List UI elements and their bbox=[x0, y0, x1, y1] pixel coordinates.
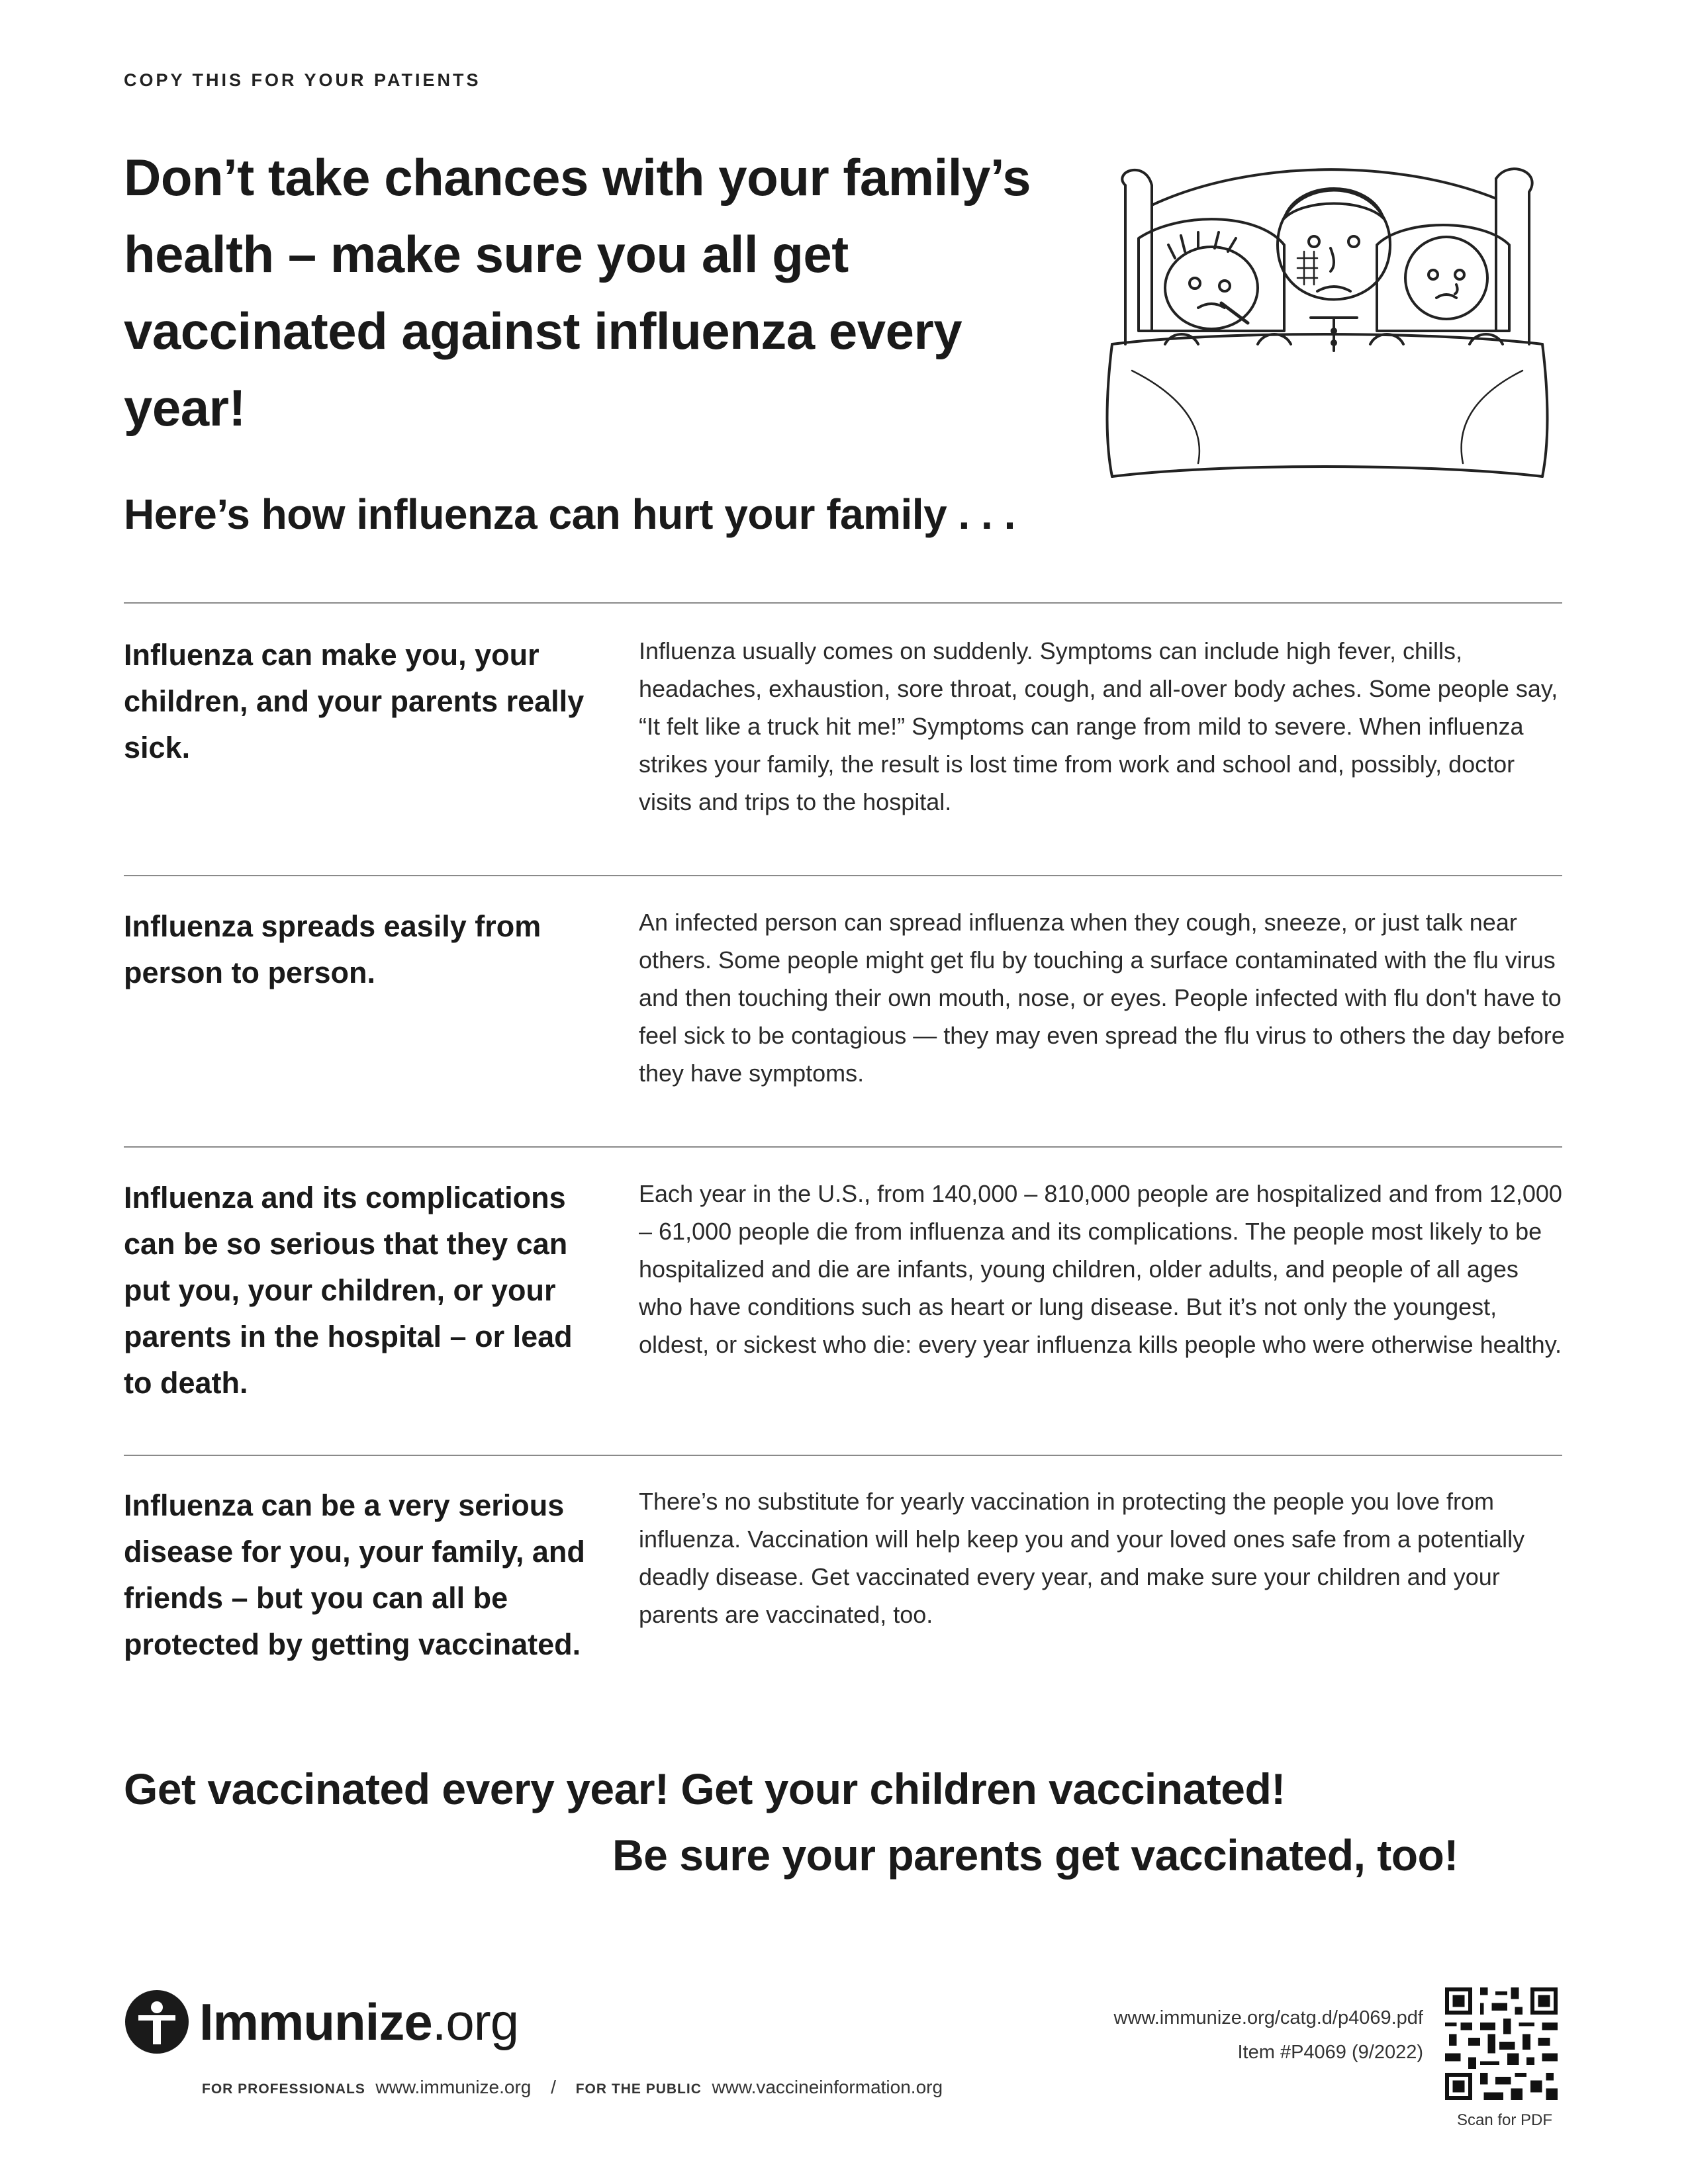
divider bbox=[124, 602, 1562, 604]
logo-wordmark bbox=[199, 1992, 518, 2052]
scan-label: Scan for PDF bbox=[1456, 2111, 1553, 2129]
row-lead: Influenza and its complications can be so serious that they can put you, your children, or your parents in the hospital – or lead to death. bbox=[124, 1181, 573, 1400]
logo-suffix: .org bbox=[432, 1992, 519, 2051]
qr-code-icon[interactable] bbox=[1445, 1987, 1558, 2100]
pdf-link[interactable]: www.immunize.org/catg.d/p4069.pdf bbox=[1113, 2007, 1423, 2028]
footer-links bbox=[202, 2077, 943, 2098]
divider bbox=[124, 1146, 1562, 1148]
row-body: Influenza usually comes on suddenly. Symptoms can include high fever, chills, headaches, exhaustion, sore throat, cough, and all-over body aches. Some people say, “It felt like a truck hit me!” Symptoms can range from mild to severe. When influenza strikes your family, the result is lost time from work and school and, possibly, doctor visits and trips to the hospital. bbox=[639, 637, 1558, 815]
row-lead: Influenza spreads easily from person to person. bbox=[124, 909, 541, 989]
row-body: An infected person can spread influenza when they cough, sneeze, or just talk near others. Some people might get flu by touching a surface contaminated with the flu virus and then touching their own mouth, nose, or eyes. People infected with flu don't have to feel sick to be contagious — they may even spread the flu virus to others the day before they have symptoms. bbox=[639, 909, 1565, 1087]
professionals-link[interactable]: www.immunize.org bbox=[375, 2077, 532, 2097]
footer-separator: / bbox=[551, 2077, 556, 2097]
public-label: FOR THE PUBLIC bbox=[575, 2081, 702, 2097]
row-lead: Influenza can make you, your children, and your parents really sick. bbox=[124, 638, 585, 764]
section-subhead: Here’s how influenza can hurt your family . . . bbox=[124, 490, 1015, 538]
closing-line-1: Get vaccinated every year! Get your children vaccinated! bbox=[124, 1764, 1286, 1813]
page-title: Don’t take chances with your family’s health – make sure you all get vaccinated against influenza every year! bbox=[124, 148, 1031, 437]
divider bbox=[124, 875, 1562, 876]
closing-line-2: Be sure your parents get vaccinated, too! bbox=[612, 1831, 1458, 1880]
logo-main: Immunize bbox=[199, 1992, 432, 2051]
item-number: Item #P4069 (9/2022) bbox=[1237, 2042, 1423, 2063]
row-body: Each year in the U.S., from 140,000 – 810,000 people are hospitalized and from 12,000 – 61,000 people die from influenza and its complications. The people most likely to be hospitalized and die are infants, young children, older adults, and people of all ages who have conditions such as heart or lung disease. But it’s not only the youngest, oldest, or sickest who die: every year influenza kills people who were otherwise healthy. bbox=[639, 1180, 1562, 1358]
divider bbox=[124, 1455, 1562, 1456]
row-lead: Influenza can be a very serious disease for you, your family, and friends – but you can all be protected by getting vaccinated. bbox=[124, 1488, 585, 1661]
eyebrow-label: COPY THIS FOR YOUR PATIENTS bbox=[124, 70, 481, 90]
professionals-label: FOR PROFESSIONALS bbox=[202, 2081, 365, 2097]
immunize-logo-icon bbox=[124, 1989, 190, 2055]
row-body: There’s no substitute for yearly vaccination in protecting the people you love from influenza. Vaccination will help keep you and your loved ones safe from a potentially deadly disease. Get vaccinated every year, and make sure your children and your parents are vaccinated, too. bbox=[639, 1488, 1525, 1628]
public-link[interactable]: www.vaccineinformation.org bbox=[712, 2077, 943, 2097]
sick-family-in-bed-illustration bbox=[1086, 132, 1562, 490]
footer-item-info bbox=[1114, 2001, 1423, 2070]
immunize-logo bbox=[124, 1985, 518, 2058]
